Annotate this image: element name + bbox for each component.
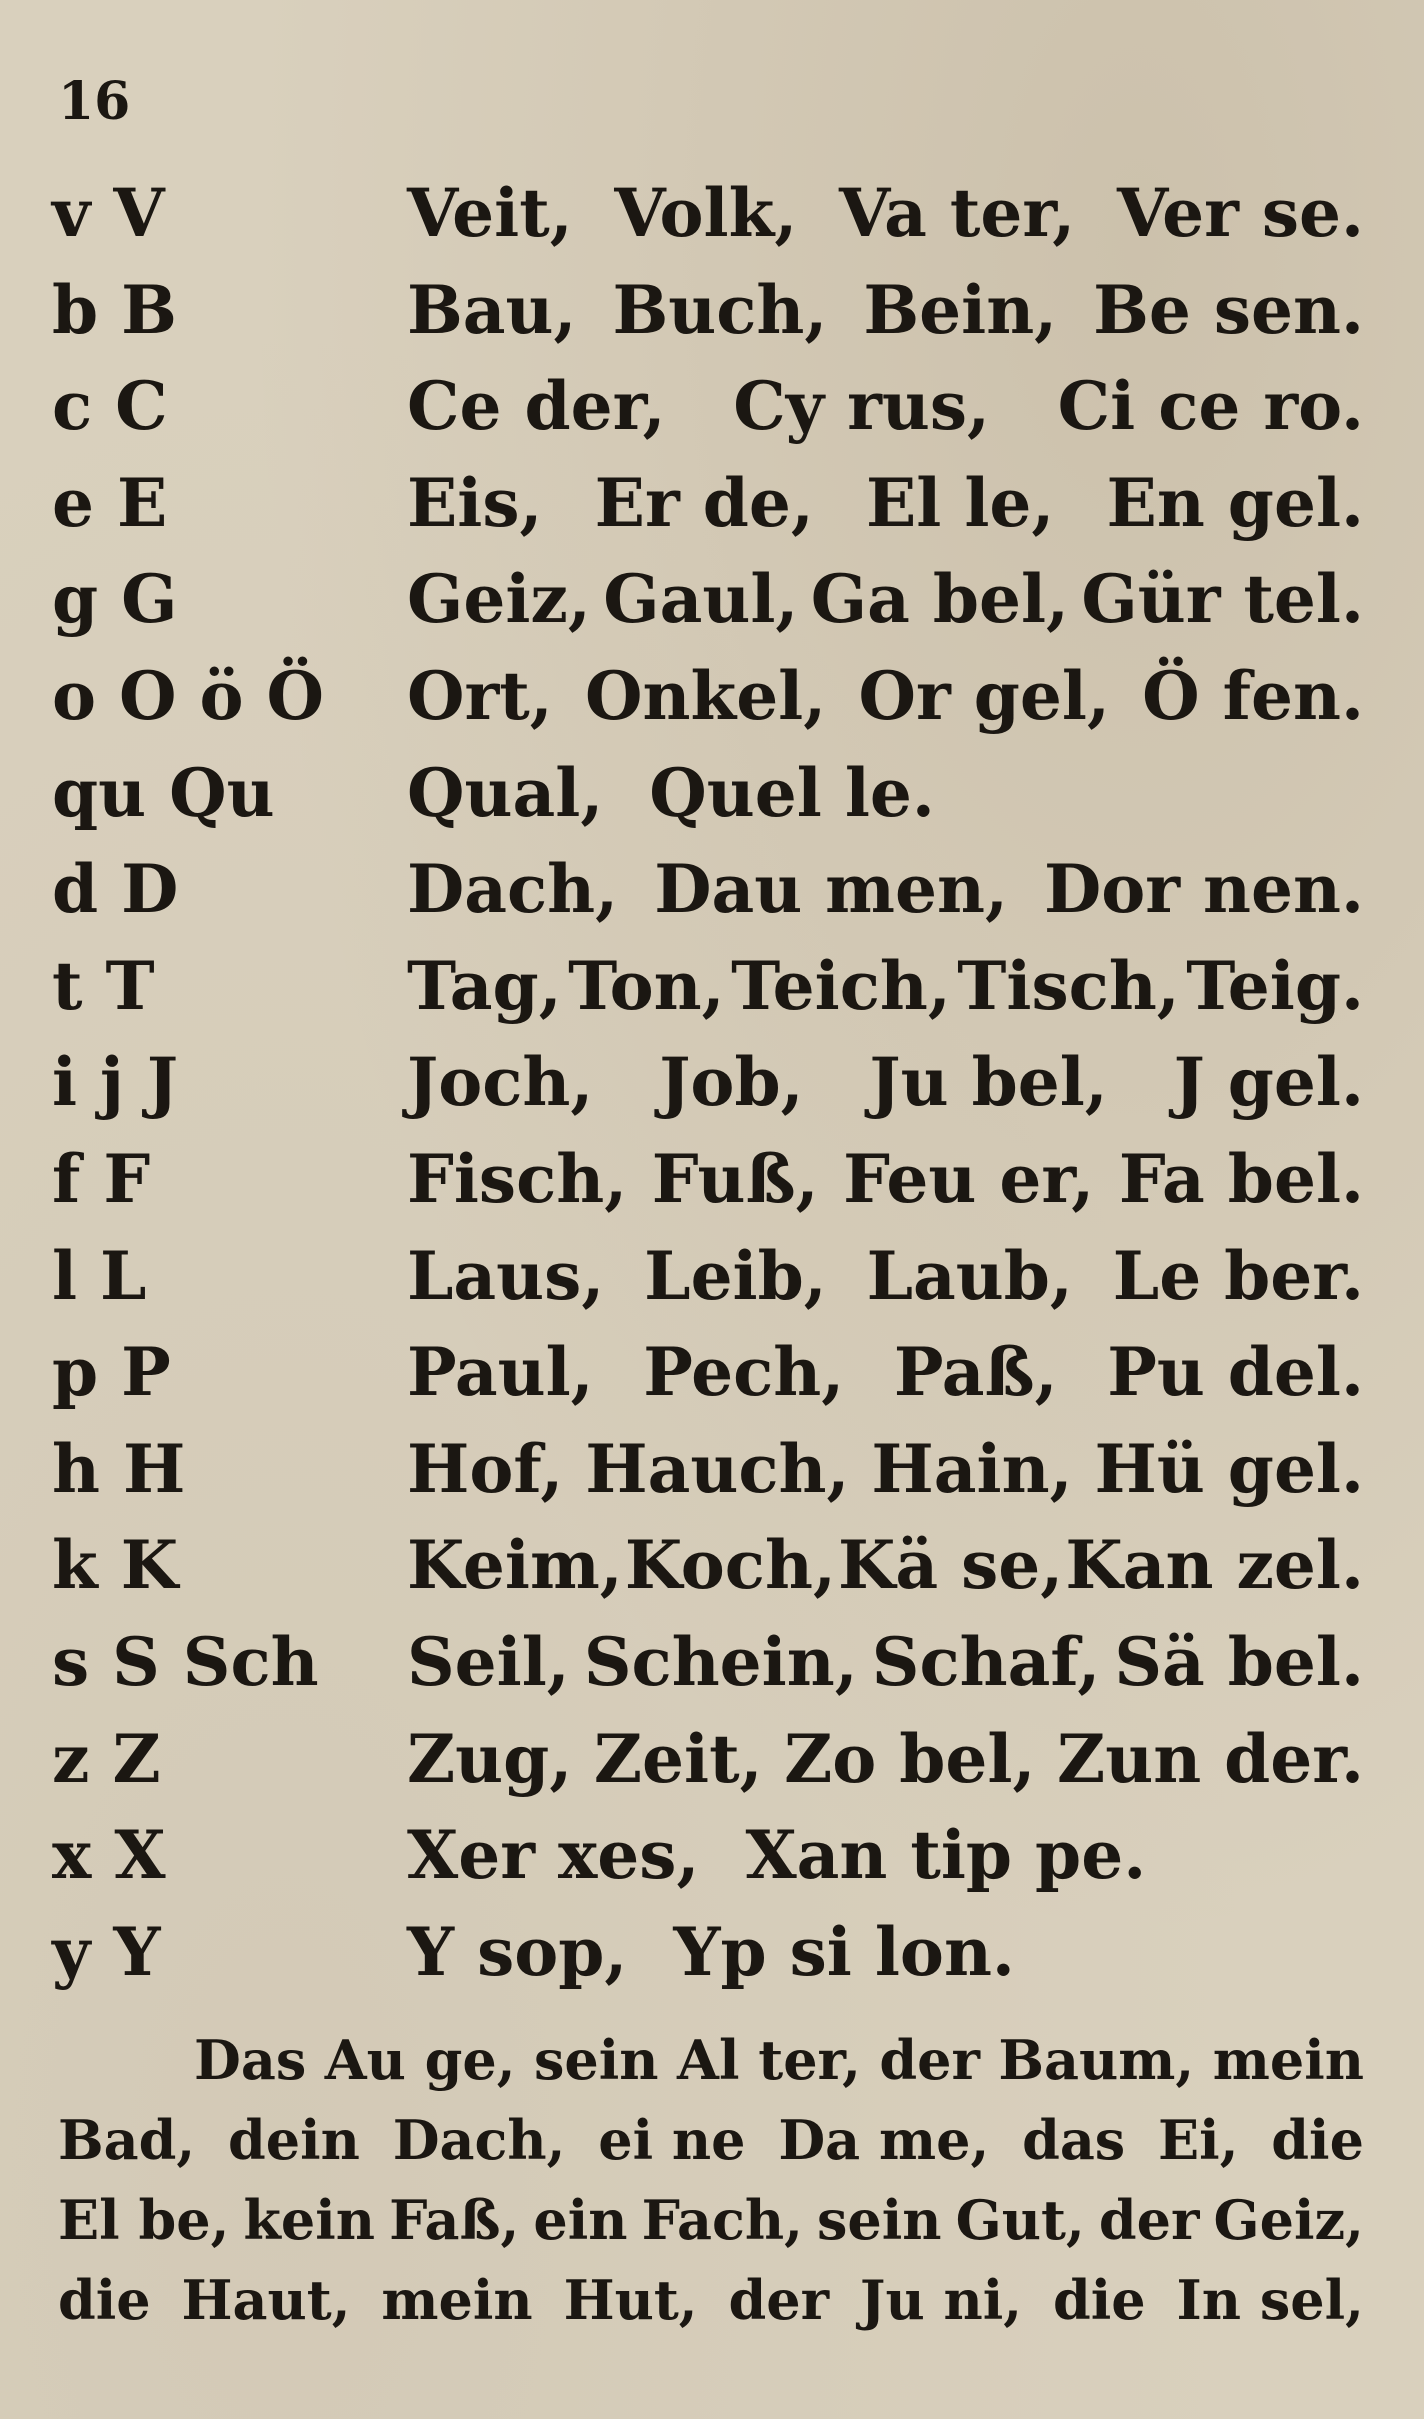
example-word: Ga bel, (810, 560, 1070, 639)
example-word: Paß, (893, 1333, 1058, 1412)
example-word: Sä bel. (1114, 1622, 1364, 1701)
letter-row (52, 1711, 1372, 1808)
letter-forms: v V (52, 174, 165, 252)
letter-row (52, 551, 1372, 648)
text-word: sein (817, 2188, 942, 2252)
example-words (407, 165, 1372, 262)
example-word: Hof, (407, 1429, 564, 1508)
text-word: die (58, 2268, 151, 2332)
text-line (58, 2020, 1364, 2100)
example-words (407, 551, 1372, 648)
example-word: Volk, (614, 174, 798, 252)
example-words (407, 841, 1372, 938)
example-word: Zeit, (593, 1719, 763, 1798)
example-word: Laus, (407, 1236, 605, 1315)
example-word: Leib, (644, 1236, 827, 1315)
letter-row (52, 1228, 1372, 1325)
letter-forms: t T (52, 946, 155, 1025)
page-number: 16 (58, 71, 131, 132)
example-word: Keim, (407, 1526, 623, 1605)
text-word: Al ter, (677, 2028, 861, 2092)
example-word: Onkel, (584, 656, 827, 735)
example-word: Bau, (407, 270, 577, 349)
example-word: Yp si lon. (673, 1912, 1015, 1991)
example-word: Schaf, (871, 1622, 1101, 1701)
example-word: Qual, (407, 753, 604, 832)
example-word: Le ber. (1112, 1236, 1364, 1315)
example-word: Buch, (612, 270, 828, 349)
example-word: Ort, (407, 656, 553, 735)
letter-row (52, 262, 1372, 359)
example-words (407, 938, 1372, 1035)
example-words (407, 455, 1372, 552)
example-word: Kan zel. (1065, 1526, 1364, 1605)
example-word: Kä se, (838, 1526, 1064, 1605)
letter-row (52, 1324, 1372, 1421)
example-word: Zo bel, (784, 1719, 1036, 1798)
example-word: Geiz, (407, 560, 591, 639)
text-word: Haut, (181, 2268, 351, 2332)
example-words (407, 648, 1372, 745)
letter-forms: l L (52, 1236, 147, 1315)
letter-forms: f F (52, 1139, 151, 1218)
example-word: Schein, (583, 1622, 858, 1701)
example-word: Xer xes, (407, 1816, 700, 1895)
example-word: Bein, (863, 270, 1058, 349)
letter-row (52, 938, 1372, 1035)
example-words (407, 1131, 1372, 1228)
example-word: Er de, (594, 463, 814, 542)
example-word: Feu er, (843, 1139, 1095, 1218)
example-word: Laub, (866, 1236, 1073, 1315)
text-line (58, 2100, 1364, 2180)
example-word: Tisch, (957, 946, 1180, 1025)
example-words (407, 1228, 1372, 1325)
example-word: Gaul, (603, 560, 799, 639)
text-word: dein (228, 2108, 360, 2172)
example-word: Hauch, (585, 1429, 850, 1508)
text-word: die (1271, 2108, 1364, 2172)
letter-forms: z Z (52, 1719, 161, 1798)
text-word: Au ge, (324, 2028, 516, 2092)
letter-forms: qu Qu (52, 753, 275, 832)
letter-forms: b B (52, 270, 177, 349)
example-word: Fisch, (407, 1139, 628, 1218)
example-words (407, 1904, 1372, 2001)
letter-row (52, 841, 1372, 938)
text-word: Gut, (955, 2188, 1085, 2252)
example-word: Tag, (407, 946, 562, 1025)
letter-row (52, 745, 1372, 842)
example-word: Zug, (407, 1719, 573, 1798)
example-word: Ver se. (1116, 174, 1364, 252)
text-word: El be, (58, 2188, 230, 2252)
example-word: Dau men, (654, 850, 1008, 929)
example-word: Va ter, (838, 174, 1076, 252)
example-word: Zun der. (1057, 1719, 1364, 1798)
example-word: Cy rus, (733, 367, 990, 446)
text-word: Ju ni, (859, 2268, 1023, 2332)
example-word: Koch, (624, 1526, 836, 1605)
example-word: Paul, (407, 1333, 594, 1412)
example-word: Xan tip pe. (745, 1816, 1147, 1895)
text-word: kein (243, 2188, 376, 2252)
text-line (58, 2180, 1364, 2260)
letter-row (52, 358, 1372, 455)
example-word: Gür tel. (1081, 560, 1364, 639)
text-word: Dach, (392, 2108, 566, 2172)
example-words (407, 262, 1372, 359)
letter-forms: k K (52, 1526, 179, 1605)
text-word: sein (534, 2028, 659, 2092)
example-words (407, 745, 1372, 842)
example-word: Hain, (871, 1429, 1073, 1508)
letter-forms: e E (52, 463, 168, 542)
example-word: Job, (659, 1043, 804, 1122)
text-word: mein (1212, 2028, 1364, 2092)
example-word: Ju bel, (869, 1043, 1108, 1122)
example-words (407, 1517, 1372, 1614)
example-word: Joch, (407, 1043, 594, 1122)
example-word: Ci ce ro. (1057, 367, 1364, 446)
text-word: Hut, (563, 2268, 698, 2332)
example-word: J gel. (1173, 1043, 1364, 1122)
letter-forms: i j J (52, 1043, 179, 1122)
letter-row (52, 1904, 1372, 2001)
letter-forms: x X (52, 1816, 166, 1895)
text-word: Ei, (1158, 2108, 1239, 2172)
text-word: der (879, 2028, 980, 2092)
letter-forms: g G (52, 560, 178, 639)
example-word: Veit, (407, 174, 573, 252)
letter-forms: h H (52, 1429, 186, 1508)
example-word: Hü gel. (1094, 1429, 1364, 1508)
example-words (407, 1421, 1372, 1518)
letter-row (52, 455, 1372, 552)
example-word: Dach, (407, 850, 619, 929)
text-word: Baum, (998, 2028, 1195, 2092)
example-word: Or gel, (858, 656, 1110, 735)
letter-row (52, 1807, 1372, 1904)
example-word: Teich, (731, 946, 951, 1025)
example-word: Dor nen. (1044, 850, 1364, 929)
example-word: Pu del. (1107, 1333, 1364, 1412)
text-word: die (1052, 2268, 1146, 2332)
example-word: Y sop, (407, 1912, 628, 1991)
letter-forms: d D (52, 850, 179, 929)
example-word: Fa bel. (1118, 1139, 1364, 1218)
text-word: Geiz, (1213, 2188, 1364, 2252)
text-word: ein (533, 2188, 628, 2252)
text-word: Faß, (389, 2188, 520, 2252)
example-word: Ö fen. (1142, 656, 1364, 735)
letter-forms: c C (52, 367, 168, 446)
letter-forms: s S Sch (52, 1622, 319, 1701)
letter-row (52, 165, 1372, 262)
letter-row (52, 1517, 1372, 1614)
example-word: Teig. (1186, 946, 1364, 1025)
example-word: Seil, (407, 1622, 570, 1701)
example-word: En gel. (1106, 463, 1364, 542)
example-word: Fuß, (651, 1139, 819, 1218)
letter-row (52, 1421, 1372, 1518)
example-word: Eis, (407, 463, 543, 542)
text-word: mein (381, 2268, 533, 2332)
text-line (58, 2260, 1364, 2340)
reading-passage (58, 2020, 1364, 2340)
letter-row (52, 1034, 1372, 1131)
text-word: Fach, (641, 2188, 803, 2252)
example-word: El le, (865, 463, 1055, 542)
letter-forms: o O ö Ö (52, 656, 324, 735)
example-words (407, 1324, 1372, 1421)
text-word: der (1098, 2188, 1200, 2252)
letter-row (52, 1131, 1372, 1228)
example-words (407, 358, 1372, 455)
example-words (407, 1614, 1372, 1711)
text-word: das (1022, 2108, 1126, 2172)
text-word: der (728, 2268, 830, 2332)
example-word: Be sen. (1093, 270, 1364, 349)
letter-row (52, 1614, 1372, 1711)
letter-forms: y Y (52, 1912, 161, 1991)
example-words (407, 1807, 1372, 1904)
letter-forms: p P (52, 1333, 171, 1412)
letter-table (52, 165, 1372, 2000)
text-word: ei ne (598, 2108, 746, 2172)
example-words (407, 1711, 1372, 1808)
text-word: Da me, (778, 2108, 990, 2172)
text-word: Bad, (58, 2108, 196, 2172)
example-word: Pech, (643, 1333, 845, 1412)
example-words (407, 1034, 1372, 1131)
letter-row (52, 648, 1372, 745)
example-word: Ce der, (407, 367, 666, 446)
text-word: Das (194, 2028, 307, 2092)
text-word: In sel, (1176, 2268, 1364, 2332)
example-word: Quel le. (649, 753, 935, 832)
example-word: Ton, (568, 946, 725, 1025)
